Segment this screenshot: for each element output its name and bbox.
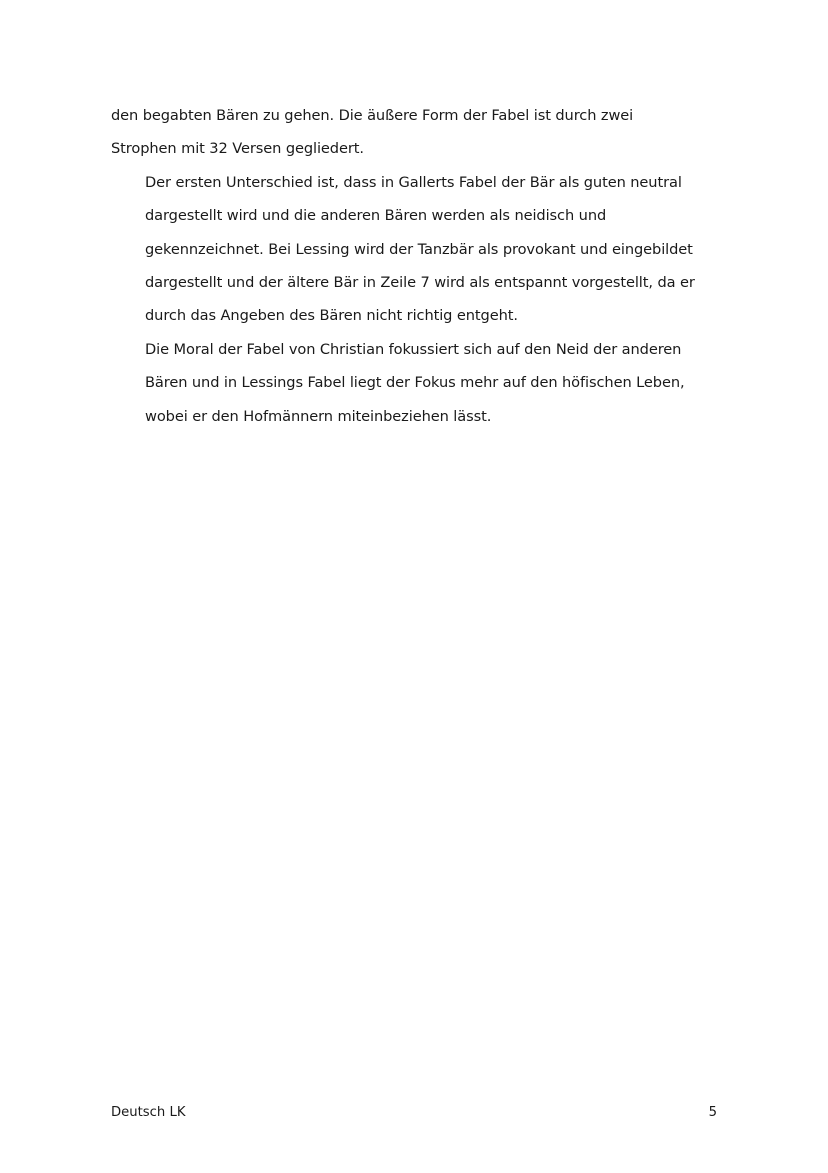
footer-course-label: Deutsch LK <box>111 1105 186 1120</box>
text-line: den begabten Bären zu gehen. Die äußere Form der Fabel ist durch zwei <box>111 107 634 124</box>
text-line: Der ersten Unterschied ist, dass in Gallerts Fabel der Bär als guten neutral <box>145 173 682 191</box>
paragraph-3 <box>111 333 721 433</box>
text-line: Bären und in Lessings Fabel liegt der Fokus mehr auf den höfischen Leben, <box>145 374 685 392</box>
text-line: gekennzeichnet. Bei Lessing wird der Tanzbär als provokant und eingebildet <box>145 240 693 258</box>
paragraph-2 <box>111 166 721 333</box>
text-line: Strophen mit 32 Versen gegliedert. <box>111 140 364 158</box>
text-line: wobei er den Hofmännern miteinbeziehen lässt. <box>145 407 492 425</box>
body-text <box>111 99 721 433</box>
text-line: durch das Angeben des Bären nicht richtig entgeht. <box>145 307 518 325</box>
footer-page-number: 5 <box>708 1105 717 1120</box>
text-line: dargestellt und der ältere Bär in Zeile 7 wird als entspannt vorgestellt, da er <box>145 274 695 292</box>
text-line: dargestellt wird und die anderen Bären werden als neidisch und <box>145 207 607 225</box>
paragraph-1 <box>111 99 721 166</box>
text-line: Die Moral der Fabel von Christian fokussiert sich auf den Neid der anderen <box>145 340 682 358</box>
